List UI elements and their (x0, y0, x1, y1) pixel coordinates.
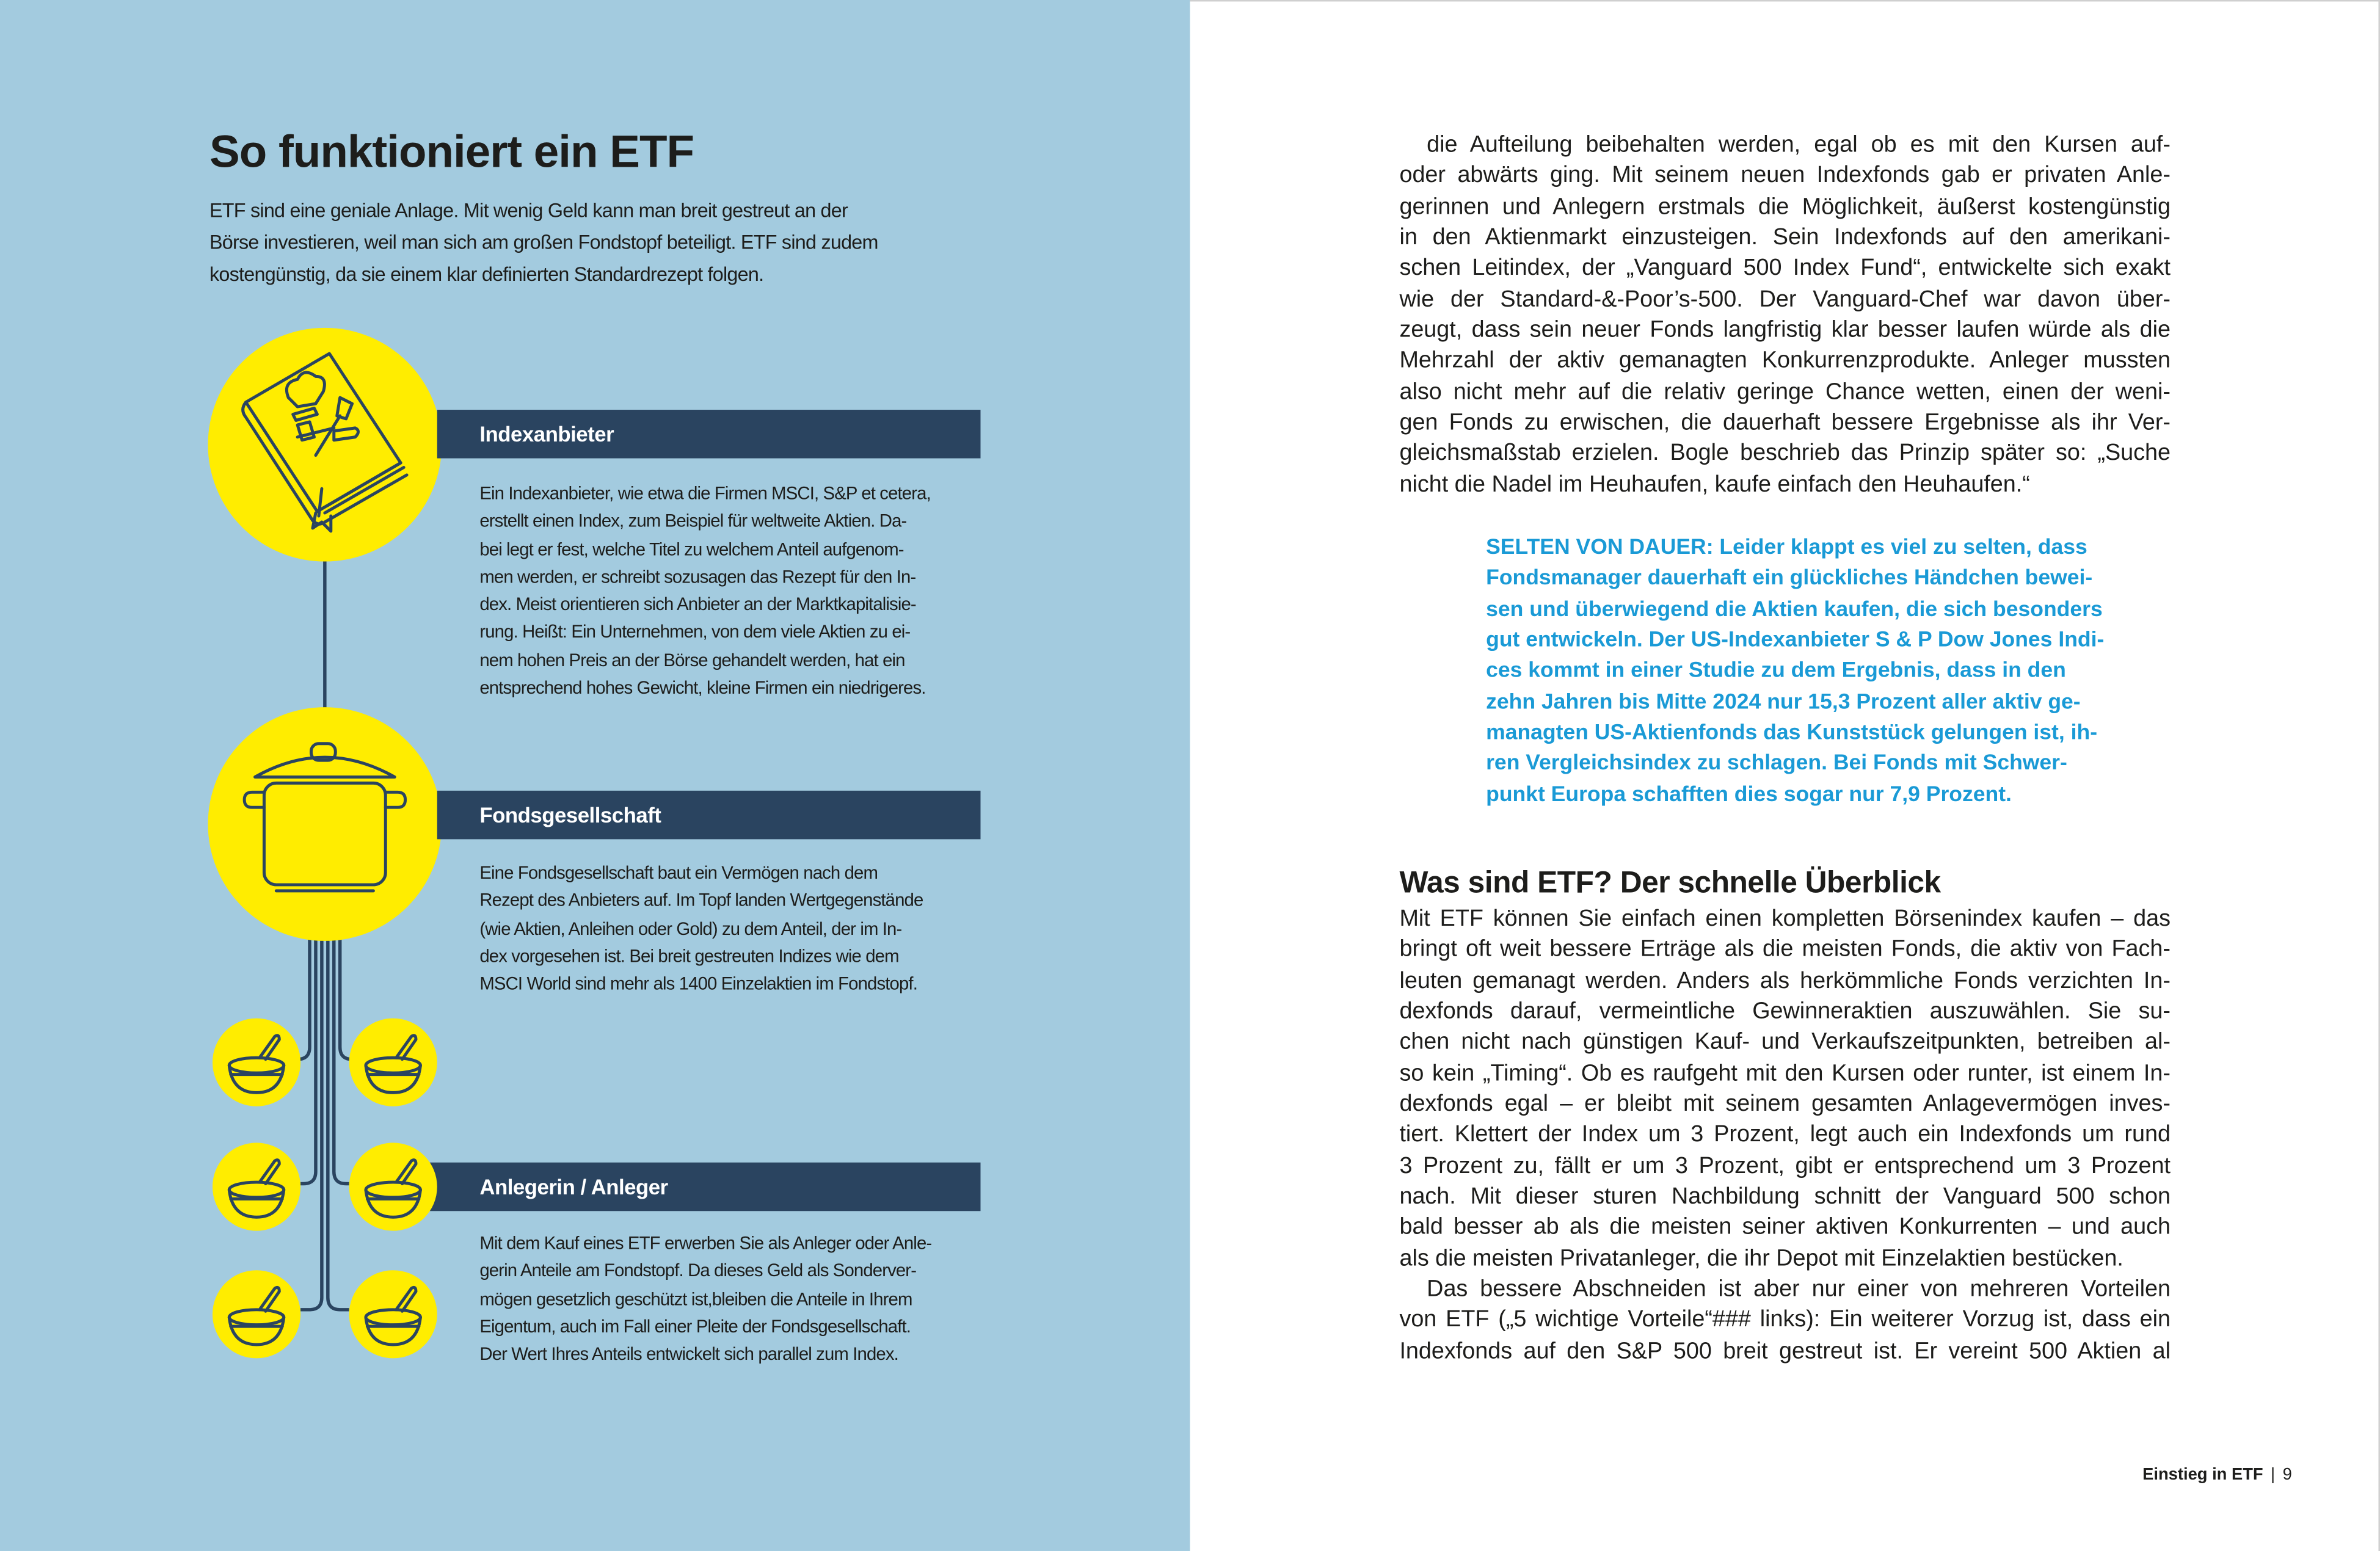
text-line: Eigentum, auch im Fall einer Pleite der Fondsgesellschaft. (479, 1315, 911, 1337)
cooking-pot-icon (244, 744, 405, 891)
text-line: leuten gemanagt werden. Anders als herkömmliche Fonds verzichten In- (1399, 967, 2171, 994)
text-line: von ETF („5 wichtige Vorteile“### links): Ein weiterer Vorzug ist, dass ein (1399, 1307, 2171, 1333)
text-line: managten US-Aktienfonds das Kunststück gelungen ist, ih- (1486, 721, 2098, 746)
text-line: bei legt er fest, welche Titel zu welchem Anteil aufgenom- (479, 538, 904, 560)
text-line: Rezept des Anbieters auf. Im Topf landen Wertgegenstände (479, 890, 923, 911)
text-line: in den Aktienmarkt einzusteigen. Sein Indexfonds auf den amerikani- (1399, 224, 2171, 251)
text-line: chen nicht nach günstigen Kauf- und Verkaufszeitpunkten, betreiben al- (1399, 1029, 2171, 1056)
text-line: gut entwickeln. Der US-Indexanbieter S & P Dow Jones Indi- (1486, 628, 2105, 653)
text-line: nach. Mit dieser sturen Nachbildung schnitt der Vanguard 500 schon (1399, 1183, 2171, 1210)
text-line: Ein Indexanbieter, wie etwa die Firmen MSCI, S&P et cetera, (479, 482, 931, 504)
text-line: mögen gesetzlich geschützt ist,bleiben die Anteile in Ihrem (479, 1288, 912, 1309)
text-line: (wie Aktien, Anleihen oder Gold) zu dem Anteil, der im In- (479, 917, 902, 939)
cookbook-icon (243, 354, 407, 531)
text-line: dex. Meist orientieren sich Anbieter an der Marktkapitalisie- (479, 594, 916, 616)
bowl-icon (229, 1160, 283, 1218)
indexanbieter-text (479, 479, 988, 702)
text-line: SELTEN VON DAUER: Leider klappt es viel zu selten, dass (1486, 536, 2087, 561)
bowl-icon (229, 1287, 283, 1345)
bowl-icon (366, 1160, 420, 1218)
text-line: ces kommt in einer Studie zu dem Ergebnis, dass in den (1486, 659, 2066, 684)
text-line: dexfonds darauf, vermeintliche Gewinneraktien auszuwählen. Sie su- (1399, 998, 2171, 1025)
text-line: Eine Fondsgesellschaft baut ein Vermögen nach dem (479, 862, 878, 884)
paragraph-3 (1399, 1275, 2171, 1368)
page-footer (1973, 1466, 2292, 1484)
text-line: kostengünstig, da sie einem klar definierten Standardrezept folgen. (209, 262, 764, 286)
text-line: punkt Europa schafften dies sogar nur 7,9 Prozent. (1486, 782, 2012, 807)
text-line: dexfonds egal – er bleibt mit seinem gesamten Anlagevermögen inves- (1399, 1091, 2171, 1117)
text-line: schen Leitindex, der „Vanguard 500 Index Fund“, entwickelte sich exakt (1399, 255, 2171, 282)
text-line: 3 Prozent zu, fällt er um 3 Prozent, gibt er entsprechend um 3 Prozent (1399, 1153, 2171, 1179)
text-line: MSCI World sind mehr als 1400 Einzelaktien im Fondstopf. (479, 973, 918, 995)
text-line: Indexfonds auf den S&P 500 breit gestreut ist. Er vereint 500 Aktien al (1399, 1338, 2171, 1364)
section-heading: Fondsgesellschaft (479, 802, 661, 827)
bowl-icon (366, 1036, 420, 1093)
text-line: Mit ETF können Sie einfach einen kompletten Börsenindex kaufen – das (1399, 906, 2171, 932)
text-line: gerin Anteile am Fondstopf. Da dieses Geld als Sonderver- (479, 1260, 917, 1282)
text-line: nicht die Nadel im Heuhaufen, kaufe einfach den Heuhaufen.“ (1399, 471, 2030, 498)
text-line: dex vorgesehen ist. Bei breit gestreuten Indizes wie dem (479, 945, 899, 967)
text-line: gleichsmaßstab erzielen. Bogle beschrieb das Prinzip später so: „Suche (1399, 440, 2171, 467)
section-heading: Indexanbieter (479, 421, 614, 446)
text-line: also nicht mehr auf die relativ geringe Chance wetten, einen der weni- (1399, 379, 2171, 405)
fondsgesellschaft-text (479, 859, 988, 998)
text-line: ren Vergleichsindex zu schlagen. Bei Fonds mit Schwer- (1486, 752, 2067, 776)
text-line: zehn Jahren bis Mitte 2024 nur 15,3 Prozent aller aktiv ge- (1486, 690, 2081, 714)
footer-section: Einstieg in ETF (2142, 1466, 2263, 1484)
section-heading-overview: Was sind ETF? Der schnelle Überblick (1399, 866, 1941, 900)
text-line: die Aufteilung beibehalten werden, egal ob es mit den Kursen auf- (1427, 132, 2171, 158)
bowl-icon (229, 1036, 283, 1093)
text-line: men werden, er schreibt sozusagen das Rezept für den In- (479, 565, 916, 587)
callout-box (1486, 532, 2177, 810)
text-line: Der Wert Ihres Anteils entwickelt sich parallel zum Index. (479, 1343, 898, 1365)
text-line: als die meisten Privatanleger, die ihr Depot mit Einzelaktien bestücken. (1399, 1245, 2123, 1272)
text-line: erstellt einen Index, zum Beispiel für weltweite Aktien. Da- (479, 510, 907, 532)
page-number: 9 (2282, 1466, 2292, 1484)
text-line: gen Fonds zu erwischen, die dauerhaft bessere Ergebnisse als ihr Ver- (1399, 410, 2171, 436)
anleger-text (479, 1229, 988, 1368)
text-line: sen und überwiegend die Aktien kaufen, die sich besonders (1486, 597, 2103, 622)
bowl-icon (366, 1287, 420, 1345)
footer-separator: | (2271, 1466, 2276, 1484)
text-line: bringt oft weit bessere Erträge als die meisten Fonds, die aktiv von Fach- (1399, 937, 2171, 963)
text-line: zeugt, dass sein neuer Fonds langfristig klar besser laufen würde als die (1399, 317, 2171, 343)
paragraph-2 (1399, 904, 2171, 1275)
text-line: wie der Standard-&-Poor’s-500. Der Vanguard-Chef war davon über- (1399, 286, 2171, 313)
text-line: Das bessere Abschneiden ist aber nur einer von mehreren Vorteilen (1427, 1276, 2171, 1302)
text-line: bald besser ab als die meisten seiner aktiven Konkurrenten – und auch (1399, 1215, 2171, 1241)
text-line: Börse investieren, weil man sich am großen Fondstopf beteiligt. ETF sind zudem (209, 230, 878, 254)
text-line: entsprechend hohes Gewicht, kleine Firmen ein niedrigeres. (479, 677, 926, 699)
text-line: Fondsmanager dauerhaft ein glückliches Händchen bewei- (1486, 566, 2093, 591)
text-line: ETF sind eine geniale Anlage. Mit wenig Geld kann man breit gestreut an der (209, 198, 848, 222)
text-line: tiert. Klettert der Index um 3 Prozent, legt auch ein Indexfonds um rund (1399, 1122, 2171, 1148)
text-line: nem hohen Preis an der Börse gehandelt werden, hat ein (479, 649, 905, 670)
text-line: gerinnen und Anlegern erstmals die Möglichkeit, äußerst kostengünstig (1399, 194, 2171, 220)
page-title: So funktioniert ein ETF (209, 127, 694, 178)
text-line: so kein „Timing“. Ob es raufgeht mit den Kursen oder runter, ist einem In- (1399, 1060, 2171, 1086)
text-line: Mehrzahl der aktiv gemanagten Konkurrenzprodukte. Anleger mussten (1399, 348, 2171, 374)
paragraph-1 (1399, 131, 2171, 501)
section-heading: Anlegerin / Anleger (479, 1174, 668, 1199)
text-line: rung. Heißt: Ein Unternehmen, von dem viele Aktien zu ei- (479, 621, 911, 643)
text-line: Mit dem Kauf eines ETF erwerben Sie als Anleger oder Anle- (479, 1232, 932, 1254)
text-line: oder abwärts ging. Mit seinem neuen Indexfonds gab er privaten Anle- (1399, 162, 2171, 189)
